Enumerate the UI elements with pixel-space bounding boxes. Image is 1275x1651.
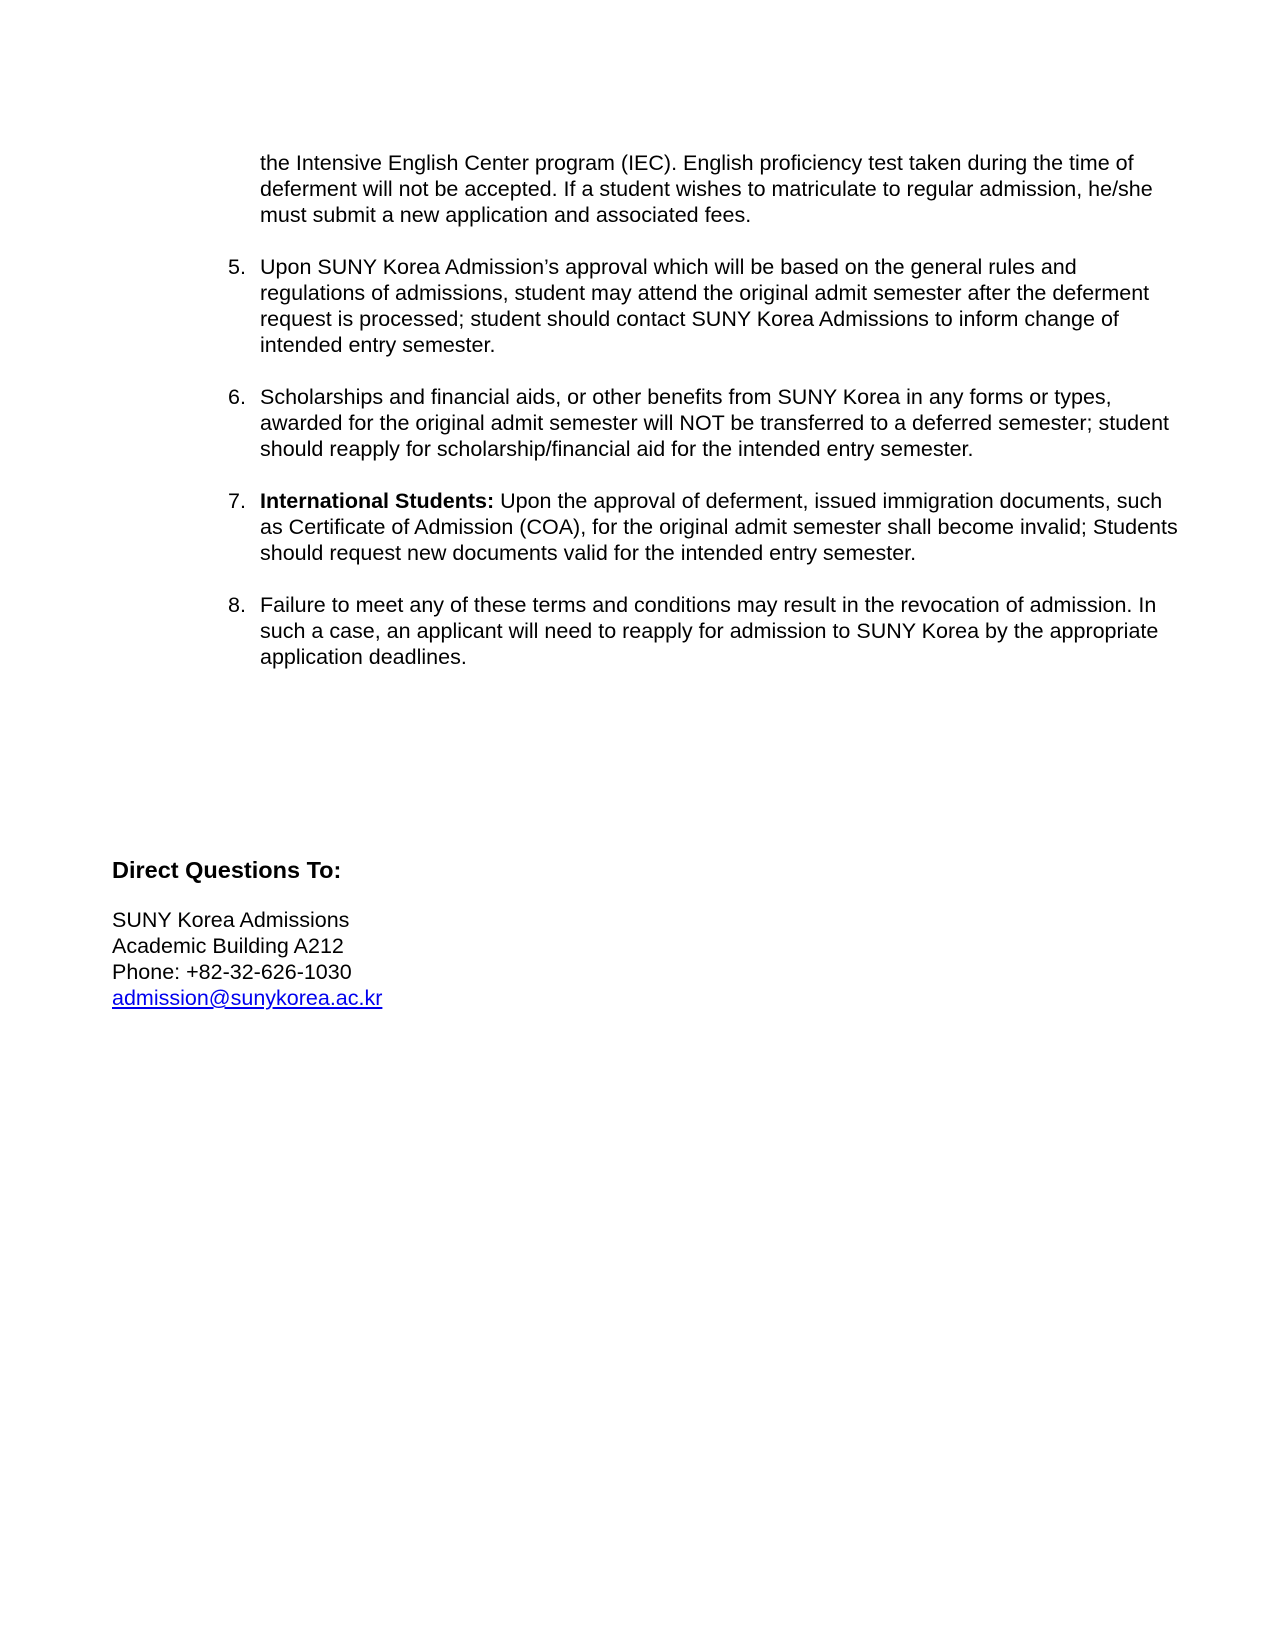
list-item-body: Upon SUNY Korea Admission’s approval which will be based on the general rules and regulations of admissions, student may attend the original admit semester after the deferment request is processed; student should contact SUNY Korea Admissions to inform change of intended entry semester. (260, 255, 1150, 357)
terms-list (228, 254, 1180, 696)
list-item-body: Scholarships and financial aids, or other benefits from SUNY Korea in any forms or types, awarded for the original admit semester will NOT be transferred to a deferred semester; student should reapply for scholarship/financial aid for the intended entry semester. (260, 385, 1169, 461)
list-item (228, 384, 1180, 462)
list-item-text (260, 592, 1180, 670)
contact-heading: Direct Questions To: (112, 857, 342, 883)
list-item-body: Upon the approval of deferment, issued immigration documents, such as Certificate of Admission (COA), for the original admit semester shall become invalid; Students should request new documents valid for the intended entry semester. (260, 489, 1178, 565)
list-item (228, 254, 1180, 358)
list-item-body: Failure to meet any of these terms and conditions may result in the revocation of admission. In such a case, an applicant will need to reapply for admission to SUNY Korea by the appropriate application deadlines. (260, 593, 1159, 669)
continuation-paragraph: the Intensive English Center program (IEC). English proficiency test taken during the time of deferment will not be accepted. If a student wishes to matriculate to regular admission, he/she must submit a new application and associated fees. (260, 151, 1153, 227)
list-item-text (260, 384, 1180, 462)
list-item-text (260, 254, 1180, 358)
contact-phone: Phone: +82-32-626-1030 (112, 960, 352, 984)
contact-office: SUNY Korea Admissions (112, 908, 350, 932)
list-item-lead: International Students: (260, 489, 495, 513)
contact-email-link[interactable]: admission@sunykorea.ac.kr (112, 986, 383, 1010)
list-item (228, 592, 1180, 670)
contact-building: Academic Building A212 (112, 934, 344, 958)
contact-block (112, 855, 712, 1011)
list-item-number: 7. (228, 489, 246, 513)
list-item-number: 8. (228, 593, 246, 617)
list-item-number: 5. (228, 255, 246, 279)
list-item (228, 488, 1180, 566)
list-item-text (260, 488, 1180, 566)
list-item-number: 6. (228, 385, 246, 409)
